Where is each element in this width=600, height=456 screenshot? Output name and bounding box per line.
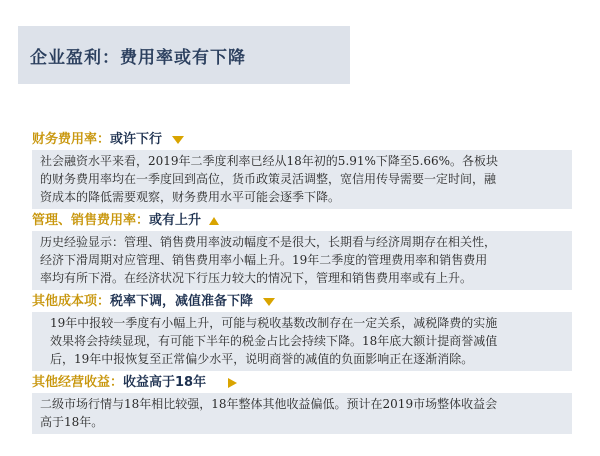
section-label: 财务费用率： (32, 132, 111, 147)
section-body (32, 312, 572, 371)
content-area (32, 130, 572, 436)
section-body (32, 393, 572, 434)
triangle-down-icon (263, 298, 275, 306)
section-heading (32, 373, 572, 393)
section-body (32, 231, 572, 290)
title-banner (18, 26, 350, 84)
section-heading (32, 292, 572, 312)
section-admin-sales-cost (32, 211, 572, 290)
section-label: 其他经营收益： (32, 375, 124, 390)
body-line: 资成本的降低需要观察，财务费用水平可能会逐季下降。 (40, 190, 341, 204)
section-headline: 或有上升 (149, 213, 202, 228)
section-finance-cost (32, 130, 572, 209)
section-other-cost (32, 292, 572, 371)
body-line: 经济下滑周期对应管理、销售费用率小幅上升。19年二季度的管理费用率和销售费用 (40, 253, 488, 267)
section-other-income (32, 373, 572, 434)
triangle-down-icon (172, 136, 184, 144)
section-label: 管理、销售费用率： (32, 213, 150, 228)
section-label: 其他成本项： (32, 294, 111, 309)
body-line: 19年中报较一季度有小幅上升，可能与税收基数改制存在一定关系，减税降费的实施 (50, 316, 498, 330)
body-line: 历史经验显示：管理、销售费用率波动幅度不是很大，长期看与经济周期存在相关性， (40, 235, 497, 249)
triangle-right-icon (228, 378, 237, 388)
triangle-up-icon (209, 217, 219, 225)
page-title: 企业盈利：费用率或有下降 (30, 47, 246, 68)
body-line: 效果将会持续显现，有可能下半年的税金占比会持续下降。18年底大额计提商誉减值 (50, 334, 498, 348)
section-headline: 或许下行 (110, 132, 163, 147)
body-line: 后，19年中报恢复至正常偏少水平，说明商誉的减值的负面影响正在逐渐消除。 (50, 352, 474, 366)
section-body (32, 150, 572, 209)
body-line: 社会融资水平来看，2019年二季度利率已经从18年初的5.91%下降至5.66%。各板块 (40, 154, 499, 168)
body-line: 的财务费用率均在一季度回到高位，货币政策灵活调整，宽信用传导需要一定时间，融 (40, 172, 497, 186)
section-headline: 税率下调，减值准备下降 (110, 294, 254, 309)
body-line: 二级市场行情与18年相比较强，18年整体其他收益偏低。预计在2019市场整体收益会 (40, 397, 498, 411)
body-line: 率均有所下滑。在经济状况下行压力较大的情况下，管理和销售费用率或有上升。 (40, 271, 473, 285)
section-heading (32, 211, 572, 231)
body-line: 高于18年。 (40, 415, 104, 429)
section-heading (32, 130, 572, 150)
section-headline: 收益高于18年 (123, 375, 207, 390)
